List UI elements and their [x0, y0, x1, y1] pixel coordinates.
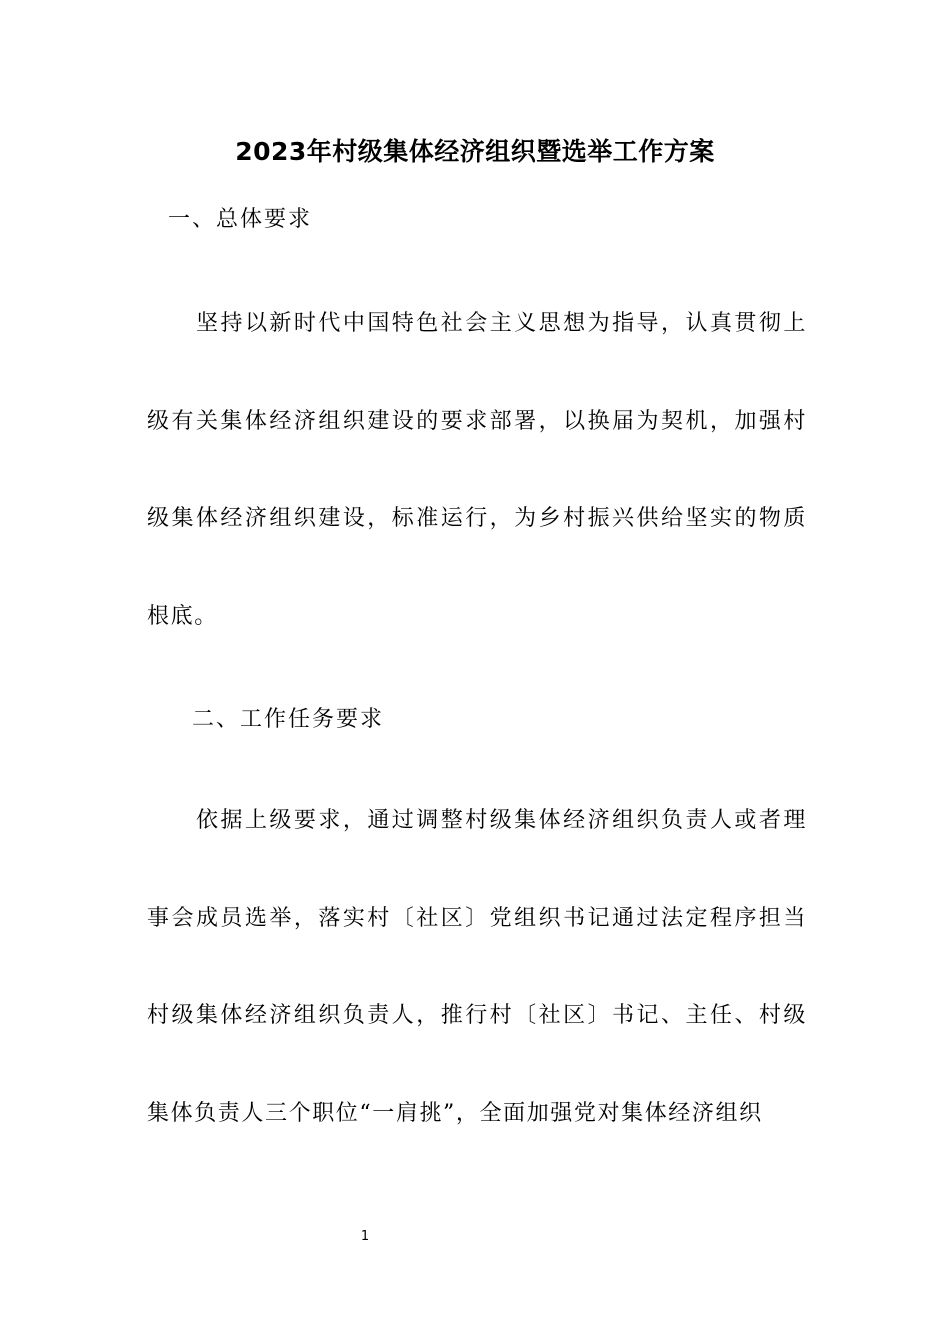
- section-heading-general-requirements: 一、总体要求: [168, 207, 313, 232]
- section-paragraph-general-requirements: 坚持以新时代中国特色社会主义思想为指导，认真贯彻上级有关集体经济组织建设的要求部署，以换届为契机，加强村级集体经济组织建设，标准运行，为乡村振兴供给坚实的物质根底。: [147, 311, 807, 629]
- section-paragraph-work-tasks: 依据上级要求，通过调整村级集体经济组织负责人或者理事会成员选举，落实村〔社区〕党组织书记通过法定程序担当村级集体经济组织负责人，推行村〔社区〕书记、主任、村级集体负责人三个职位“一肩挑”，全面加强党对集体经济组织: [147, 808, 807, 1126]
- section-heading-work-tasks: 二、工作任务要求: [192, 707, 385, 732]
- page-number: 1: [360, 1229, 370, 1244]
- document-title: 2023年村级集体经济组织暨选举工作方案: [235, 137, 715, 166]
